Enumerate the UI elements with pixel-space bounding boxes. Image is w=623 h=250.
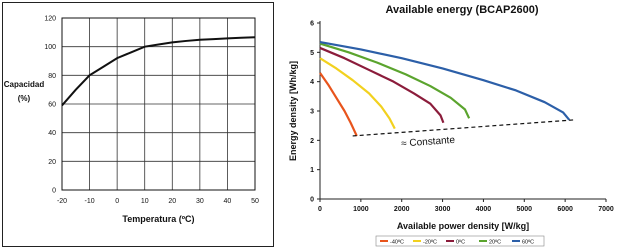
- y-axis-label-line-1: Capacidad: [3, 80, 45, 89]
- x-tick-label: 0: [115, 198, 120, 205]
- y-tick-label: 1: [310, 167, 314, 175]
- y-tick-label: 0: [310, 196, 314, 204]
- y-tick-label: 20: [48, 158, 56, 166]
- y-tick-label: 40: [48, 130, 56, 138]
- series-line-1: [320, 58, 395, 128]
- y-tick-label: 3: [310, 108, 314, 116]
- x-tick-label: 6000: [557, 206, 573, 213]
- x-tick-label: 20: [168, 198, 177, 205]
- x-tick-label: 30: [195, 198, 204, 205]
- x-tick-label: 7000: [598, 206, 614, 213]
- x-tick-label: 5000: [516, 206, 533, 213]
- x-tick-label: 0: [318, 206, 322, 213]
- y-tick-label: 4: [310, 79, 314, 87]
- y-tick-label: 120: [44, 15, 56, 23]
- x-tick-label: 40: [223, 198, 232, 205]
- available-energy-chart: [284, 0, 623, 250]
- x-tick-label: -20: [56, 198, 68, 205]
- energy-chart-svg: [284, 0, 623, 250]
- x-tick-label: 1000: [353, 206, 369, 213]
- series-line-2: [320, 48, 443, 123]
- y-tick-label: 6: [310, 20, 314, 28]
- constant-annotation: ≈ Constante: [400, 134, 456, 150]
- y-tick-label: 60: [48, 101, 56, 109]
- x-axis-label: Temperatura (ºC): [122, 214, 195, 224]
- x-tick-label: -10: [84, 198, 95, 205]
- y-tick-label: 80: [48, 72, 56, 80]
- y-tick-label: 2: [310, 137, 314, 145]
- x-tick-label: 4000: [475, 206, 492, 213]
- capacity-series-line: [62, 37, 255, 105]
- x-tick-label: 50: [251, 198, 259, 205]
- chart-title: Available energy (BCAP2600): [385, 4, 539, 16]
- y-tick-label: 5: [310, 49, 314, 57]
- y-tick-label: 100: [44, 44, 56, 52]
- series-line-4: [320, 42, 569, 120]
- legend: [376, 236, 544, 246]
- right-plot: [288, 4, 614, 231]
- x-tick-label: 2000: [393, 206, 410, 213]
- constant-dashed-line: [353, 120, 576, 136]
- x-tick-label: 3000: [434, 206, 451, 213]
- legend-label-2: 0ºC: [456, 239, 466, 246]
- capacity-chart-svg: [0, 0, 276, 250]
- legend-label-1: -20ºC: [423, 239, 437, 246]
- y-axis-label-line-2: (%): [17, 94, 31, 103]
- legend-label-4: 60ºC: [522, 239, 535, 246]
- x-tick-label: 10: [140, 198, 149, 205]
- x-axis-label: Available power density [W/kg]: [396, 221, 530, 231]
- capacity-temperature-chart: [0, 0, 276, 250]
- series-line-0: [320, 73, 357, 136]
- legend-label-3: 20ºC: [489, 239, 502, 246]
- left-plot: [4, 16, 259, 225]
- y-tick-label: 0: [52, 187, 56, 195]
- legend-label-0: -40ºC: [390, 239, 404, 246]
- y-axis-label: Energy density [Wh/kg]: [288, 60, 298, 162]
